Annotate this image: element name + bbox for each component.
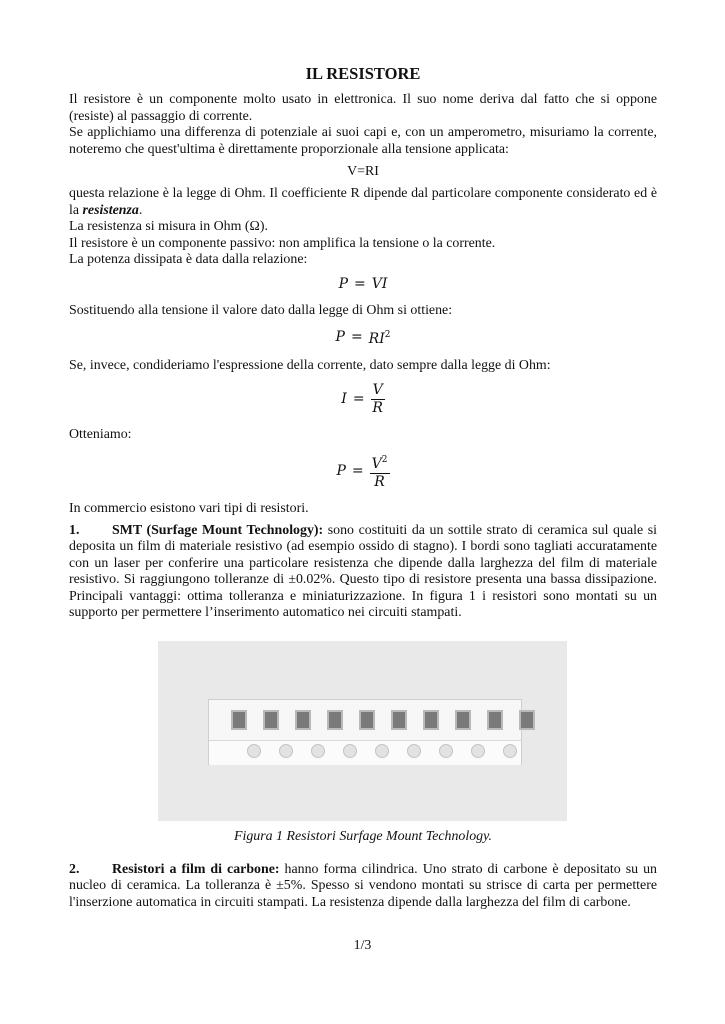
paragraph-3-text: questa relazione è la legge di Ohm. Il coefficiente R dipende dal particolare componente considerato ed è la (69, 186, 657, 218)
paragraph-8: Se, invece, condideriamo l'espressione della corrente, dato sempre dalla legge di Ohm: (69, 357, 551, 373)
eq3-denominator: R (372, 400, 383, 417)
eq1-lhs: P (338, 276, 349, 293)
list-number: 1. (69, 522, 80, 538)
eq1-equals: = (354, 276, 366, 293)
resistor-chip (327, 710, 343, 730)
paragraph-3-end: . (138, 202, 143, 218)
power-equation-ri2 (69, 327, 657, 347)
paragraph-10: In commercio esistono vari tipi di resistori. (69, 500, 309, 516)
intro-paragraph-6: La potenza dissipata è data dalla relazione: (69, 252, 308, 268)
resistor-chip (295, 710, 311, 730)
eq2-lhs: P (335, 329, 345, 346)
document-content (69, 66, 657, 911)
eq4-exponent: 2 (381, 454, 388, 465)
tape-strip (208, 699, 522, 765)
intro-paragraph-3 (69, 186, 657, 219)
eq4-denominator: R (374, 473, 385, 490)
page-number: 1/3 (353, 938, 372, 953)
intro-paragraph-4: La resistenza si misura in Ohm (Ω). (69, 219, 268, 235)
resistor-chip (455, 710, 471, 730)
eq4-numerator: V (371, 455, 382, 472)
list-item-title: SMT (Surfage Mount Technology): (112, 522, 324, 538)
list-item-carbon-film (69, 862, 657, 911)
power-equation-vi (69, 276, 657, 292)
paragraph-9: Otteniamo: (69, 427, 132, 443)
eq4-fraction (370, 452, 390, 491)
resistor-chip (487, 710, 503, 730)
resistenza-term: resistenza (82, 202, 139, 218)
list-number: 2. (69, 861, 80, 877)
list-item-text: hanno forma cilindrica. Uno strato di carbone è depositato su un nucleo di ceramica. La tolleranza è ±5%. Spesso si vendono montati su strisce di carta per permettere l'inserzione automatica in circuiti stampati. La resistenza dipende dalla larghezza del film di carbone. (69, 861, 657, 910)
eq1-rhs: VI (371, 276, 388, 293)
resistor-chip (263, 710, 279, 730)
list-item-title: Resistori a film di carbone: (112, 861, 280, 877)
current-equation (69, 382, 657, 417)
figure-caption: Figura 1 Resistori Surfage Mount Technology. (234, 829, 492, 845)
eq4-equals: = (351, 462, 364, 479)
eq4-lhs: P (336, 462, 346, 479)
eq2-exponent: 2 (384, 330, 391, 341)
paragraph-7: Sostituendo alla tensione il valore dato dalla legge di Ohm si ottiene: (69, 302, 453, 318)
list-item-smt (69, 523, 657, 621)
intro-paragraph-5: Il resistore è un componente passivo: non amplifica la tensione o la corrente. (69, 235, 496, 251)
power-equation-v2r (69, 452, 657, 491)
eq2-rhs: RI (368, 331, 385, 348)
intro-paragraph-2: Se applichiamo una differenza di potenziale ai suoi capi e, con un amperometro, misuriamo la corrente, noteremo che quest'ultima è direttamente proporzionale alla tensione applicata: (69, 125, 657, 157)
resistor-chip (391, 710, 407, 730)
eq3-fraction (371, 382, 385, 417)
ohm-law-equation: V=RI (347, 164, 379, 180)
intro-paragraph-1: Il resistore è un componente molto usato in elettronica. Il suo nome deriva dal fatto che si oppone (resiste) al passaggio di corrente. (69, 92, 657, 124)
resistor-chip (231, 710, 247, 730)
smt-resistor-photo (158, 641, 567, 821)
list-item-text: sono costituiti da un sottile strato di ceramica sul quale si deposita un film di materiale resistivo (ad esempio ossido di stagno). I bordi sono tagliati accuratamente con un laser per conferire una particolare resistenza che dipende dalla larghezza del film di materiale resistivo. Si raggiungono tolleranze di ±0.02%. Questo tipo di resistore presenta una bassa dissipazione. Principali vantaggi: ottima tolleranza e miniaturizzazione. In figura 1 i resistori sono montati su un supporto per permettere l’inserimento automatico nei circuiti stampati. (69, 522, 658, 620)
page-title: IL RESISTORE (305, 64, 421, 83)
eq2-equals: = (350, 329, 363, 346)
eq3-equals: = (352, 391, 365, 408)
eq3-numerator: V (372, 382, 383, 399)
resistor-chip (359, 710, 375, 730)
resistor-chip (423, 710, 439, 730)
eq3-lhs: I (341, 391, 347, 408)
resistor-chip (519, 710, 535, 730)
